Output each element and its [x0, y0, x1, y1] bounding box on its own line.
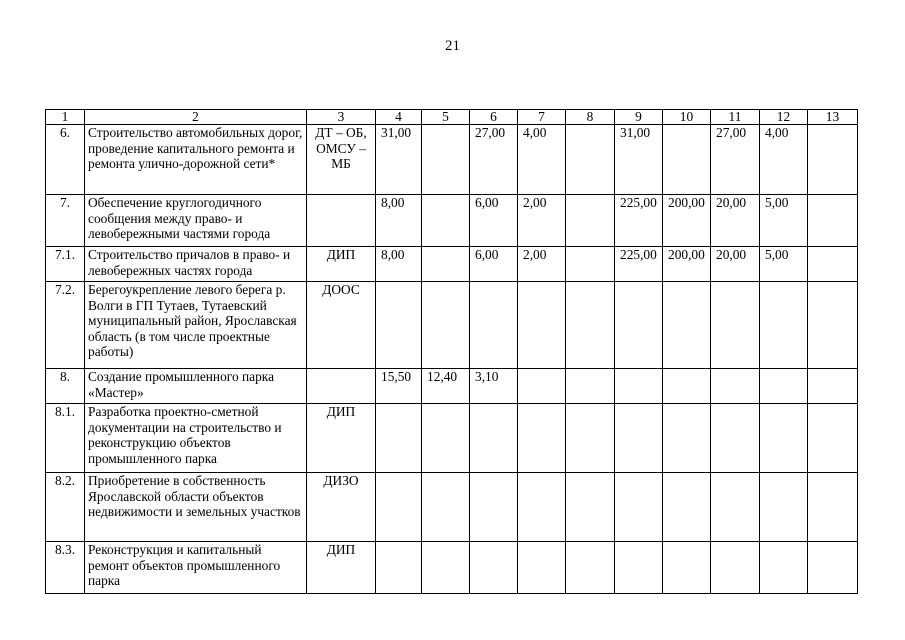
table-row	[46, 473, 858, 542]
value-cell	[808, 125, 858, 195]
value-cell: 4,00	[760, 125, 808, 195]
table-row	[46, 369, 858, 404]
value-cell	[518, 369, 566, 404]
value-cell	[711, 282, 760, 369]
header-cell: 4	[376, 110, 422, 125]
value-cell	[470, 473, 518, 542]
row-number: 8.	[46, 369, 85, 404]
value-cell	[711, 473, 760, 542]
row-name: Разработка проектно-сметной документации на строительство и реконструкцию объектов промышленного парка	[85, 404, 307, 473]
value-cell	[808, 247, 858, 282]
row-name: Реконструкция и капитальный ремонт объектов промышленного парка	[85, 542, 307, 594]
value-cell	[566, 473, 615, 542]
value-cell: 8,00	[376, 247, 422, 282]
value-cell: 2,00	[518, 195, 566, 247]
value-cell: 200,00	[663, 247, 711, 282]
value-cell	[615, 282, 663, 369]
value-cell	[518, 404, 566, 473]
row-executor: ДТ – ОБ, ОМСУ – МБ	[307, 125, 376, 195]
header-row	[46, 110, 858, 125]
header-cell: 7	[518, 110, 566, 125]
value-cell	[376, 282, 422, 369]
data-table	[45, 109, 858, 594]
header-cell: 1	[46, 110, 85, 125]
header-cell: 3	[307, 110, 376, 125]
value-cell	[615, 369, 663, 404]
value-cell	[615, 404, 663, 473]
value-cell	[566, 247, 615, 282]
value-cell	[566, 542, 615, 594]
value-cell: 31,00	[376, 125, 422, 195]
value-cell	[615, 542, 663, 594]
value-cell: 4,00	[518, 125, 566, 195]
value-cell	[422, 473, 470, 542]
row-number: 8.1.	[46, 404, 85, 473]
header-cell: 2	[85, 110, 307, 125]
header-cell: 6	[470, 110, 518, 125]
value-cell	[518, 282, 566, 369]
header-cell: 10	[663, 110, 711, 125]
value-cell: 225,00	[615, 247, 663, 282]
row-number: 7.1.	[46, 247, 85, 282]
value-cell	[760, 369, 808, 404]
value-cell	[760, 542, 808, 594]
value-cell	[422, 404, 470, 473]
row-name: Обеспечение круглогодичного сообщения между право- и левобережными частями города	[85, 195, 307, 247]
value-cell: 8,00	[376, 195, 422, 247]
value-cell	[566, 282, 615, 369]
table-row	[46, 542, 858, 594]
row-number: 8.3.	[46, 542, 85, 594]
value-cell	[422, 125, 470, 195]
value-cell	[663, 542, 711, 594]
header-cell: 11	[711, 110, 760, 125]
value-cell	[760, 473, 808, 542]
table-row	[46, 282, 858, 369]
value-cell	[808, 473, 858, 542]
value-cell	[566, 369, 615, 404]
value-cell	[808, 282, 858, 369]
value-cell	[422, 282, 470, 369]
value-cell	[808, 404, 858, 473]
row-number: 7.2.	[46, 282, 85, 369]
value-cell	[663, 369, 711, 404]
row-executor	[307, 369, 376, 404]
value-cell: 20,00	[711, 247, 760, 282]
header-cell: 13	[808, 110, 858, 125]
value-cell	[615, 473, 663, 542]
value-cell: 5,00	[760, 247, 808, 282]
row-executor: ДИП	[307, 247, 376, 282]
value-cell	[376, 542, 422, 594]
value-cell	[711, 404, 760, 473]
value-cell: 31,00	[615, 125, 663, 195]
value-cell: 225,00	[615, 195, 663, 247]
value-cell	[711, 369, 760, 404]
value-cell	[711, 542, 760, 594]
row-executor: ДИЗО	[307, 473, 376, 542]
row-name: Берегоукрепление левого берега р. Волги в ГП Тутаев, Тутаевский муниципальный район, Ярославская область (в том числе проектные работы)	[85, 282, 307, 369]
value-cell	[663, 404, 711, 473]
value-cell: 200,00	[663, 195, 711, 247]
value-cell: 27,00	[470, 125, 518, 195]
value-cell	[663, 282, 711, 369]
row-number: 6.	[46, 125, 85, 195]
value-cell: 5,00	[760, 195, 808, 247]
header-cell: 9	[615, 110, 663, 125]
row-name: Строительство автомобильных дорог, проведение капитального ремонта и ремонта улично-дорожной сети*	[85, 125, 307, 195]
value-cell	[470, 282, 518, 369]
row-executor: ДООС	[307, 282, 376, 369]
value-cell	[376, 473, 422, 542]
value-cell	[470, 404, 518, 473]
value-cell	[760, 404, 808, 473]
table-row	[46, 404, 858, 473]
header-cell: 8	[566, 110, 615, 125]
value-cell	[470, 542, 518, 594]
value-cell: 3,10	[470, 369, 518, 404]
value-cell	[376, 404, 422, 473]
table-row	[46, 125, 858, 195]
table-row	[46, 195, 858, 247]
row-number: 8.2.	[46, 473, 85, 542]
value-cell	[760, 282, 808, 369]
value-cell: 15,50	[376, 369, 422, 404]
value-cell: 6,00	[470, 247, 518, 282]
table-row	[46, 247, 858, 282]
value-cell	[566, 195, 615, 247]
value-cell	[566, 404, 615, 473]
row-executor: ДИП	[307, 542, 376, 594]
page-number: 21	[445, 38, 460, 54]
value-cell	[566, 125, 615, 195]
row-name: Приобретение в собственность Ярославской области объектов недвижимости и земельных участков	[85, 473, 307, 542]
value-cell: 6,00	[470, 195, 518, 247]
value-cell	[808, 369, 858, 404]
row-name: Строительство причалов в право- и левобережных частях города	[85, 247, 307, 282]
header-cell: 5	[422, 110, 470, 125]
value-cell: 27,00	[711, 125, 760, 195]
header-cell: 12	[760, 110, 808, 125]
value-cell	[422, 542, 470, 594]
row-name: Создание промышленного парка «Мастер»	[85, 369, 307, 404]
value-cell	[518, 542, 566, 594]
value-cell	[808, 195, 858, 247]
value-cell: 20,00	[711, 195, 760, 247]
row-executor: ДИП	[307, 404, 376, 473]
value-cell: 2,00	[518, 247, 566, 282]
row-executor	[307, 195, 376, 247]
value-cell: 12,40	[422, 369, 470, 404]
value-cell	[663, 125, 711, 195]
value-cell	[808, 542, 858, 594]
value-cell	[422, 247, 470, 282]
value-cell	[518, 473, 566, 542]
value-cell	[422, 195, 470, 247]
value-cell	[663, 473, 711, 542]
row-number: 7.	[46, 195, 85, 247]
